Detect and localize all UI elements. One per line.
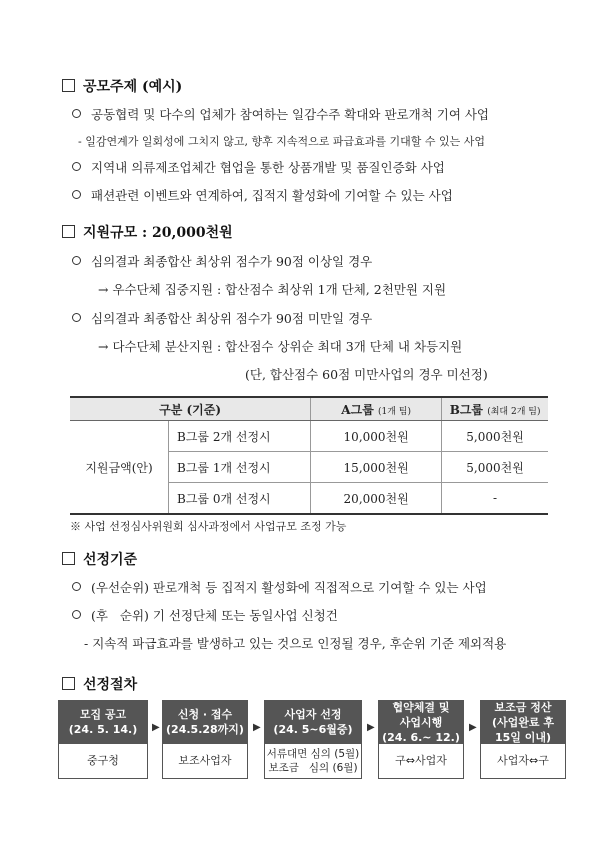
theme-item-1: 공동협력 및 다수의 업체가 참여하는 일감수주 확대와 판로개척 기여 사업 xyxy=(72,105,489,123)
table-cell: 10,000천원 xyxy=(311,421,442,452)
procedure-step-3 xyxy=(264,700,362,779)
scale-note: ※ 사업 선정심사위원회 심사과정에서 사업규모 조정 가능 xyxy=(70,520,347,533)
step-body: 중구청 xyxy=(58,744,148,779)
table-cell: 5,000천원 xyxy=(442,452,548,483)
criteria-item-1: (우선순위) 판로개척 등 집적지 활성화에 직접적으로 기여할 수 있는 사업 xyxy=(72,578,487,596)
arrow-right-icon: ▶ xyxy=(152,722,160,733)
circle-bullet-icon xyxy=(72,610,81,619)
table-cell: 5,000천원 xyxy=(442,421,548,452)
section-title-procedure: 선정절차 xyxy=(62,674,137,694)
table-header-group-b: B그룹 (최대 2개 팀) xyxy=(442,397,548,421)
procedure-flow xyxy=(58,700,554,790)
theme-item-2: - 일감연계가 일회성에 그치지 않고, 향후 지속적으로 파급효과를 기대할 수 있는 사업 xyxy=(78,135,485,148)
theme-item-4: 패션관련 이벤트와 연계하여, 집적지 활성화에 기여할 수 있는 사업 xyxy=(72,186,453,204)
circle-bullet-icon xyxy=(72,162,81,171)
step-header: 사업자 선정 (24. 5~6월중) xyxy=(264,700,362,744)
table-cell: - xyxy=(442,483,548,515)
checkbox-square-icon xyxy=(62,677,75,690)
arrow-right-icon: ▶ xyxy=(367,722,375,733)
step-body: 구⇔사업자 xyxy=(378,744,464,779)
step-body: 보조사업자 xyxy=(162,744,248,779)
table-header-row xyxy=(70,397,548,421)
table-cell: B그룹 0개 선정시 xyxy=(169,483,311,515)
table-cell: B그룹 1개 선정시 xyxy=(169,452,311,483)
table-row xyxy=(70,421,548,452)
arrow-right-icon: ▶ xyxy=(253,722,261,733)
scale-item-4: → 다수단체 분산지원 : 합산점수 상위순 최대 3개 단체 내 차등지원 xyxy=(98,339,463,354)
step-body: 사업자⇔구 xyxy=(480,744,566,779)
table-header-category: 구분 (기준) xyxy=(70,397,311,421)
procedure-step-1 xyxy=(58,700,148,779)
procedure-step-5 xyxy=(480,700,566,779)
table-cell: B그룹 2개 선정시 xyxy=(169,421,311,452)
procedure-step-2 xyxy=(162,700,248,779)
step-body: 서류대면 심의 (5월) 보조금 심의 (6월) xyxy=(264,744,362,779)
circle-bullet-icon xyxy=(72,582,81,591)
checkbox-square-icon xyxy=(62,79,75,92)
checkbox-square-icon xyxy=(62,225,75,238)
checkbox-square-icon xyxy=(62,552,75,565)
criteria-item-3: - 지속적 파급효과를 발생하고 있는 것으로 인정될 경우, 후순위 기준 제외적용 xyxy=(84,636,507,651)
support-amount-table xyxy=(70,396,548,515)
criteria-item-2: (후 순위) 기 선정단체 또는 동일사업 신청건 xyxy=(72,606,338,624)
table-header-group-a: A그룹 (1개 팀) xyxy=(311,397,442,421)
table-cell: 15,000천원 xyxy=(311,452,442,483)
step-header: 협약체결 및 사업시행 (24. 6.~ 12.) xyxy=(378,700,464,744)
scale-item-3: 심의결과 최종합산 최상위 점수가 90점 미만일 경우 xyxy=(72,309,372,327)
scale-item-1: 심의결과 최종합산 최상위 점수가 90점 이상일 경우 xyxy=(72,252,372,270)
circle-bullet-icon xyxy=(72,109,81,118)
step-header: 모집 공고 (24. 5. 14.) xyxy=(58,700,148,744)
table-cell: 20,000천원 xyxy=(311,483,442,515)
circle-bullet-icon xyxy=(72,256,81,265)
theme-item-3: 지역내 의류제조업체간 협업을 통한 상품개발 및 품질인증화 사업 xyxy=(72,158,445,176)
step-header: 보조금 정산 (사업완료 후 15일 이내) xyxy=(480,700,566,744)
scale-item-2: → 우수단체 집중지원 : 합산점수 최상위 1개 단체, 2천만원 지원 xyxy=(98,282,447,297)
procedure-step-4 xyxy=(378,700,464,779)
scale-item-5: (단, 합산점수 60점 미만사업의 경우 미선정) xyxy=(245,367,488,382)
section-title-theme: 공모주제 (예시) xyxy=(62,76,182,96)
circle-bullet-icon xyxy=(72,190,81,199)
step-header: 신청 · 접수 (24.5.28까지) xyxy=(162,700,248,744)
arrow-right-icon: ▶ xyxy=(469,722,477,733)
circle-bullet-icon xyxy=(72,313,81,322)
section-title-criteria: 선정기준 xyxy=(62,549,137,569)
section-title-scale: 지원규모 : 20,000천원 xyxy=(62,222,233,242)
table-row-label: 지원금액(안) xyxy=(70,421,169,515)
